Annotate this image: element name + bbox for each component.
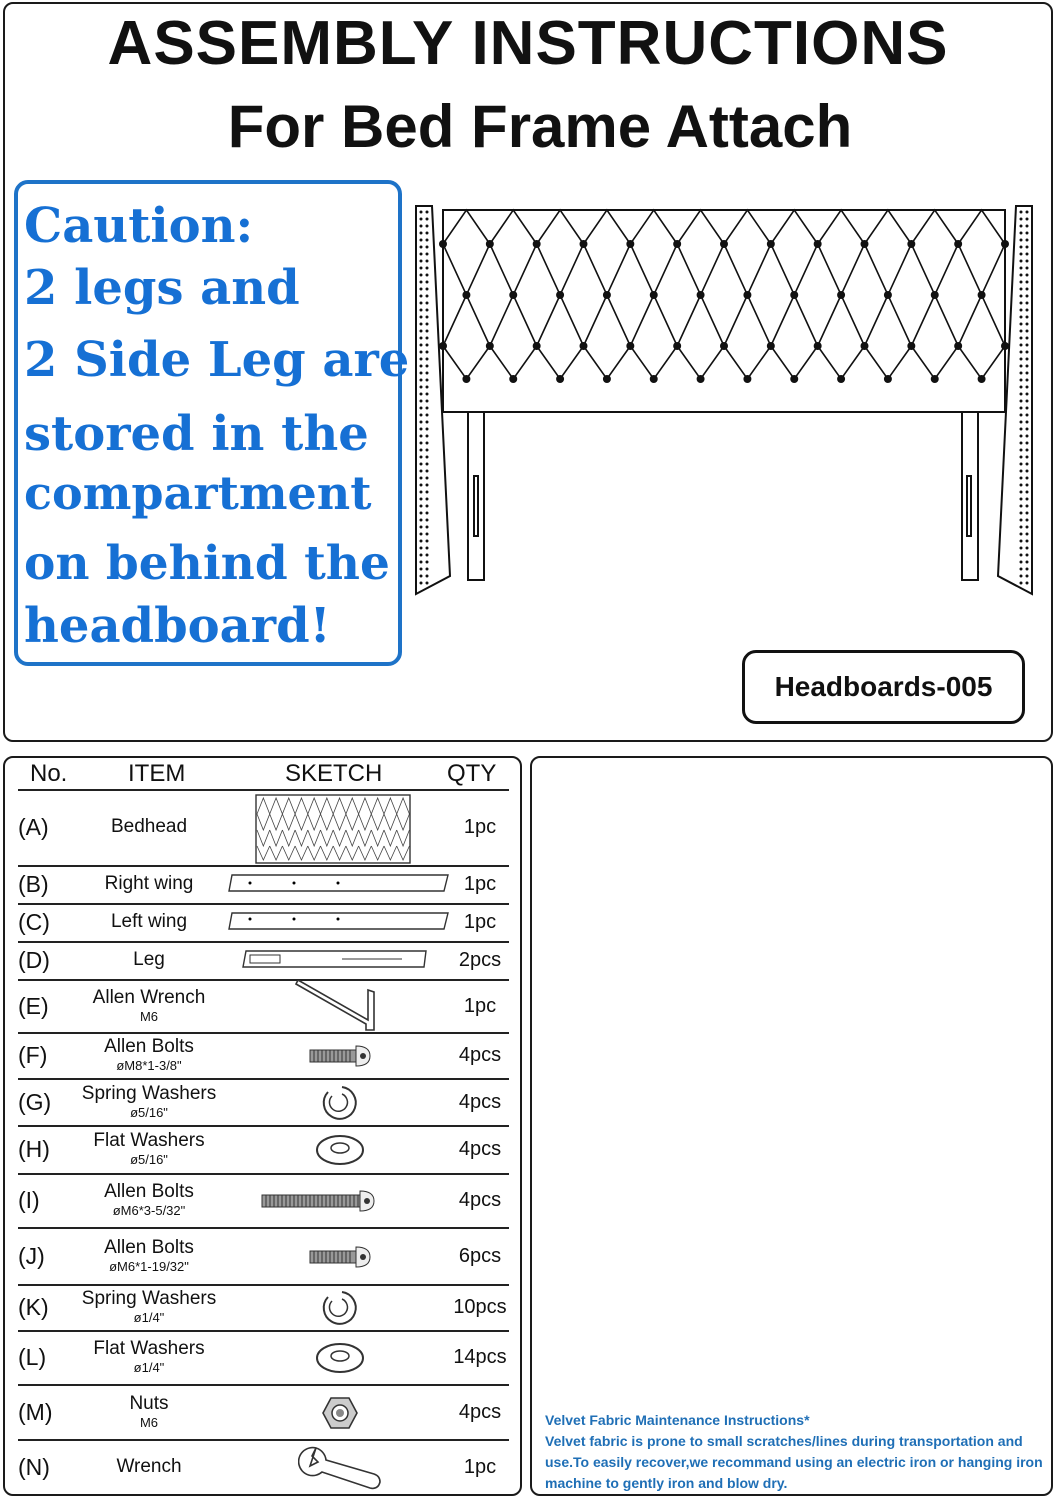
part-spec: øM6*1-19/32" <box>109 1258 189 1274</box>
part-name: Wrench <box>116 1456 182 1477</box>
part-name-cell <box>70 1456 228 1478</box>
part-name: Allen Bolts <box>104 1181 194 1202</box>
bolt-icon <box>308 1043 372 1074</box>
page-subtitle: For Bed Frame Attach <box>227 93 853 160</box>
model-badge: Headboards-005 <box>742 650 1025 724</box>
part-name: Allen Wrench <box>92 986 206 1008</box>
part-quantity: 1pc <box>463 873 497 895</box>
header-qty: QTY <box>447 760 497 787</box>
part-quantity: 4pcs <box>458 1400 502 1423</box>
part-name-cell <box>70 1181 228 1219</box>
part-name: Allen Bolts <box>104 1236 194 1258</box>
bedhead-sketch <box>255 794 411 869</box>
part-quantity: 4pcs <box>458 1138 502 1160</box>
caution-line: on behind the <box>24 536 390 591</box>
part-name: Right wing <box>104 873 194 894</box>
part-name: Nuts <box>129 1392 169 1414</box>
part-name: Spring Washers <box>81 1288 217 1309</box>
part-quantity: 10pcs <box>453 1296 507 1318</box>
nut-icon <box>322 1396 358 1435</box>
part-number: (I) <box>18 1187 40 1213</box>
right-wing-sketch <box>228 872 450 899</box>
part-quantity: 4pcs <box>458 1090 502 1113</box>
row-divider <box>18 1227 509 1229</box>
part-name: Leg <box>133 949 165 970</box>
part-number: (N) <box>18 1454 50 1480</box>
long-bolt-icon <box>260 1188 376 1219</box>
row-divider <box>18 1384 509 1386</box>
part-name-cell <box>70 1237 228 1275</box>
part-name-cell <box>70 1393 228 1431</box>
part-quantity: 14pcs <box>453 1346 507 1368</box>
allen-wrench-icon <box>294 980 384 1037</box>
caution-line: 2 legs and <box>24 260 300 316</box>
part-number: (C) <box>18 909 50 935</box>
row-divider <box>18 865 509 867</box>
leg-sketch <box>242 948 428 975</box>
part-name-cell <box>70 873 228 895</box>
part-name-cell <box>70 1083 228 1121</box>
flat-washer-icon <box>315 1341 365 1380</box>
row-divider <box>18 1078 509 1080</box>
part-number: (G) <box>18 1088 52 1115</box>
maintenance-note <box>545 1410 1045 1494</box>
caution-line: 2 Side Leg are <box>24 332 410 388</box>
headboard-illustration <box>410 196 1040 596</box>
part-spec: ø1/4" <box>133 1310 165 1325</box>
part-name-cell <box>70 949 228 971</box>
part-number: (K) <box>18 1294 49 1320</box>
row-divider <box>18 1173 509 1175</box>
part-number: (J) <box>18 1242 45 1269</box>
row-divider <box>18 789 509 791</box>
row-divider <box>18 1125 509 1127</box>
caution-line: compartment <box>24 466 372 520</box>
part-number: (F) <box>18 1042 48 1068</box>
part-name: Flat Washers <box>93 1338 205 1359</box>
part-name-cell <box>70 987 228 1025</box>
page-title: ASSEMBLY INSTRUCTIONS <box>107 9 949 78</box>
part-spec: ø5/16" <box>130 1152 168 1167</box>
row-divider <box>18 1439 509 1441</box>
part-number: (M) <box>18 1398 53 1425</box>
part-number: (A) <box>18 814 49 840</box>
row-divider <box>18 1032 509 1034</box>
wrench-icon <box>298 1446 382 1495</box>
flat-washer-icon <box>315 1133 365 1172</box>
spring-washer-icon <box>320 1289 360 1332</box>
caution-box <box>14 180 410 666</box>
part-name-cell <box>70 1338 228 1376</box>
maintenance-title: Velvet Fabric Maintenance Instructions* <box>545 1412 810 1428</box>
part-number: (E) <box>18 992 49 1019</box>
bolt-icon <box>308 1244 372 1275</box>
part-number: (D) <box>18 947 50 973</box>
part-spec: M6 <box>139 1008 159 1024</box>
spring-washer-icon <box>320 1084 360 1127</box>
part-quantity: 1pc <box>463 911 497 933</box>
part-spec: ø1/4" <box>133 1360 165 1375</box>
part-spec: M6 <box>139 1414 159 1430</box>
part-quantity: 4pcs <box>458 1189 502 1211</box>
row-divider <box>18 903 509 905</box>
part-number: (B) <box>18 871 49 897</box>
part-quantity: 1pc <box>463 1456 497 1478</box>
row-divider <box>18 1330 509 1332</box>
part-name-cell <box>70 1036 228 1074</box>
part-name: Spring Washers <box>81 1082 217 1104</box>
part-spec: øM8*1-3/8" <box>116 1058 182 1073</box>
part-name: Allen Bolts <box>104 1036 194 1057</box>
part-name: Left wing <box>110 911 188 932</box>
part-spec: øM6*3-5/32" <box>112 1203 186 1218</box>
caution-line: stored in the <box>24 406 369 462</box>
notes-panel <box>530 756 1053 1496</box>
part-quantity: 1pc <box>463 994 497 1017</box>
part-quantity: 4pcs <box>458 1044 502 1066</box>
left-wing-sketch <box>228 910 450 937</box>
part-number: (L) <box>18 1344 47 1370</box>
part-name: Flat Washers <box>93 1130 205 1151</box>
part-name-cell <box>70 911 228 933</box>
part-quantity: 1pc <box>463 816 497 838</box>
part-name: Bedhead <box>110 816 188 837</box>
row-divider <box>18 1284 509 1286</box>
part-name-cell <box>70 816 228 838</box>
caution-line: headboard! <box>24 598 331 654</box>
caution-line: Caution: <box>24 198 254 254</box>
part-spec: ø5/16" <box>130 1104 168 1120</box>
header-no: No. <box>30 760 68 787</box>
row-divider <box>18 979 509 981</box>
part-quantity: 2pcs <box>458 949 502 971</box>
part-name-cell <box>70 1288 228 1326</box>
maintenance-body: Velvet fabric is prone to small scratches/lines during transportation and use.To easily recover,we recommand using an electric iron or hanging iron machine to gently iron and blow dry. <box>545 1433 1043 1491</box>
part-quantity: 6pcs <box>458 1244 502 1267</box>
part-name-cell <box>70 1130 228 1168</box>
row-divider <box>18 941 509 943</box>
header-item: ITEM <box>128 760 186 787</box>
part-number: (H) <box>18 1136 50 1162</box>
header-sketch: SKETCH <box>285 760 383 787</box>
